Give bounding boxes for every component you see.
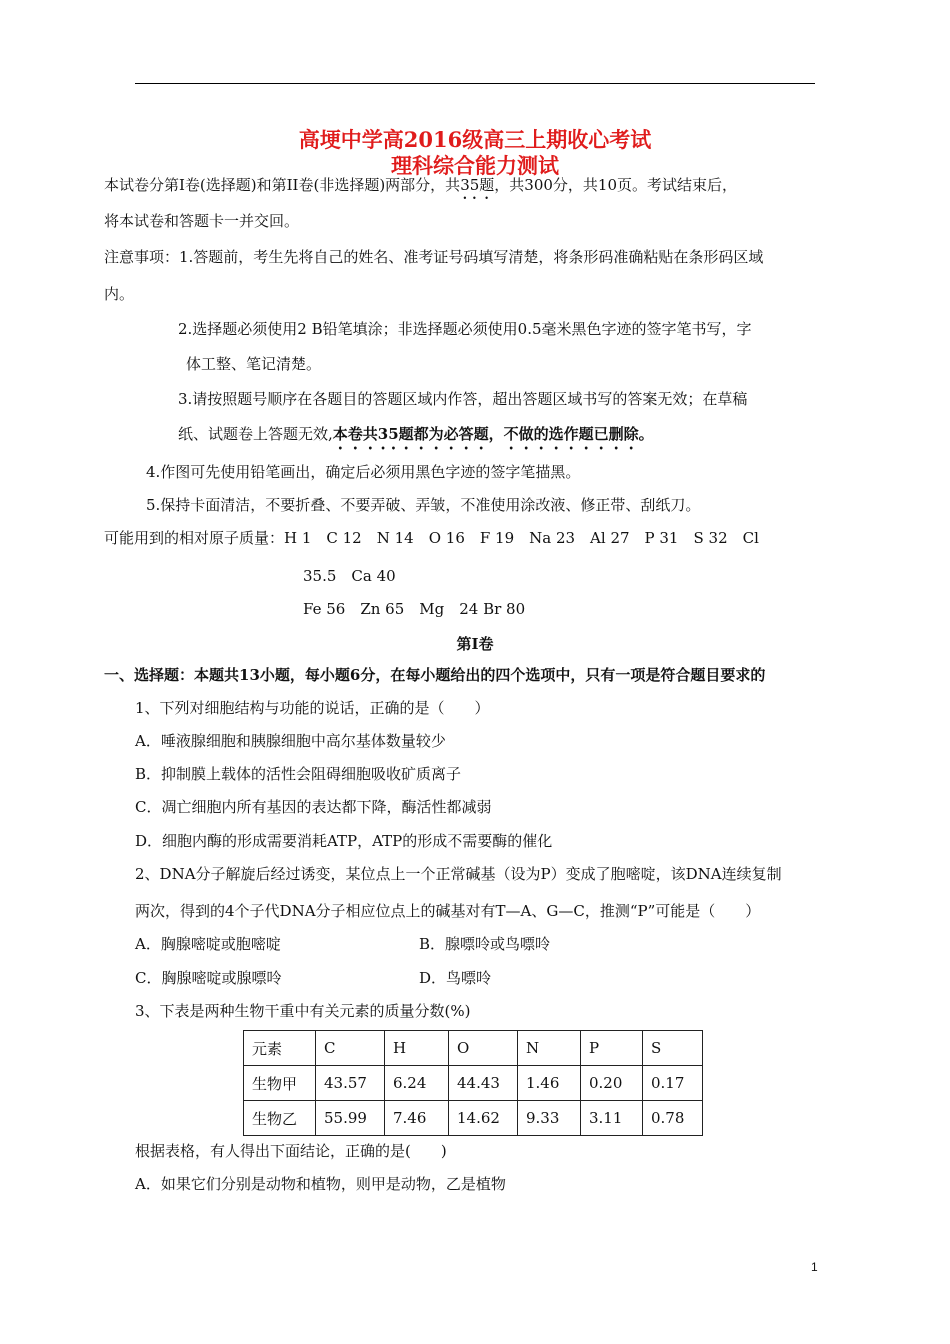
table-cell: 1.46	[518, 1066, 581, 1101]
q2-stem-line-1: 2、DNA分子解旋后经过诱变，某位点上一个正常碱基（设为P）变成了胞嘧啶，该DNA连续复制	[135, 865, 782, 883]
notes-line-5: 5.保持卡面清洁，不要折叠、不要弄破、弄皱，不准使用涂改液、修正带、刮纸刀。	[146, 496, 701, 514]
table-header-cell: N	[518, 1031, 581, 1066]
table-header-cell: H	[385, 1031, 449, 1066]
table-cell: 9.33	[518, 1101, 581, 1136]
table-cell: 生物甲	[244, 1066, 316, 1101]
notes-emphasis: 本卷共35题都为必答题，不做的选作题已删除。	[332, 425, 654, 443]
table-row	[244, 1066, 703, 1101]
exam-title: 高埂中学高2016级高三上期收心考试	[298, 127, 652, 152]
q2-option-b: B．腺嘌呤或鸟嘌呤	[419, 935, 551, 953]
table-header-row	[244, 1031, 703, 1066]
notes-line-3b	[178, 424, 654, 453]
notes-line-2b: 体工整、笔记清楚。	[186, 355, 322, 373]
notes-line-1: 注意事项：1.答题前，考生先将自己的姓名、准考证号码填写清楚，将条形码准确粘贴在条形码区域	[104, 248, 764, 266]
exam-subtitle: 理科综合能力测试	[391, 153, 559, 178]
atomic-mass-line-3: Fe 56 Zn 65 Mg 24 Br 80	[303, 600, 526, 618]
table-cell: 44.43	[449, 1066, 518, 1101]
table-cell: 55.99	[316, 1101, 385, 1136]
q2-stem-line-2: 两次，得到的4个子代DNA分子相应位点上的碱基对有T—A、G—C，推测“P”可能是（ ）	[135, 902, 761, 920]
table-cell: 43.57	[316, 1066, 385, 1101]
table-header-cell: P	[581, 1031, 643, 1066]
q3-after-table: 根据表格，有人得出下面结论，正确的是( )	[135, 1142, 447, 1160]
table-cell: 0.20	[581, 1066, 643, 1101]
table-cell: 0.78	[643, 1101, 703, 1136]
table-header-cell: C	[316, 1031, 385, 1066]
header-rule	[135, 83, 815, 84]
q2-option-d: D．鸟嘌呤	[419, 969, 492, 987]
notes-line-3b-text: 纸、试题卷上答题无效,	[178, 425, 333, 443]
intro-emphasis: 35题	[460, 176, 495, 194]
table-cell: 0.17	[643, 1066, 703, 1101]
intro-line-1	[104, 175, 737, 203]
intro-text-a: 本试卷分第Ⅰ卷(选择题)和第II卷(非选择题)两部分，共	[104, 176, 461, 194]
notes-line-1b: 内。	[104, 285, 135, 303]
q1-option-d: D．细胞内酶的形成需要消耗ATP，ATP的形成不需要酶的催化	[135, 832, 553, 850]
table-row	[244, 1101, 703, 1136]
table-cell: 7.46	[385, 1101, 449, 1136]
part-title: 第Ⅰ卷	[456, 635, 494, 653]
page-number: 1	[811, 1260, 818, 1274]
section-1-title: 一、选择题：本题共13小题，每小题6分，在每小题给出的四个选项中，只有一项是符合题目要求的	[104, 666, 766, 684]
notes-line-2: 2.选择题必须使用2 B铅笔填涂；非选择题必须使用0.5毫米黑色字迹的签字笔书写，字	[178, 320, 752, 338]
notes-line-4: 4.作图可先使用铅笔画出，确定后必须用黑色字迹的签字笔描黑。	[146, 463, 581, 481]
table-header-cell: S	[643, 1031, 703, 1066]
q1-option-b: B．抑制膜上载体的活性会阻碍细胞吸收矿质离子	[135, 765, 462, 783]
atomic-mass-line-2: 35.5 Ca 40	[303, 567, 396, 585]
q3-stem: 3、下表是两种生物干重中有关元素的质量分数(%)	[135, 1002, 471, 1020]
table-cell: 14.62	[449, 1101, 518, 1136]
atomic-mass-line-1: 可能用到的相对原子质量：H 1 C 12 N 14 O 16 F 19 Na 23 Al 27 P 31 S 32 Cl	[104, 529, 759, 547]
table-cell: 6.24	[385, 1066, 449, 1101]
intro-text-c: ，共300分，共10页。考试结束后，	[494, 176, 737, 194]
table-cell: 3.11	[581, 1101, 643, 1136]
q1-option-c: C．凋亡细胞内所有基因的表达都下降，酶活性都减弱	[135, 798, 492, 816]
q3-option-a: A．如果它们分别是动物和植物，则甲是动物，乙是植物	[135, 1175, 506, 1193]
q1-stem: 1、下列对细胞结构与功能的说话，正确的是（ ）	[135, 699, 490, 717]
notes-line-3: 3.请按照题号顺序在各题目的答题区域内作答，超出答题区域书写的答案无效；在草稿	[178, 390, 748, 408]
q1-option-a: A．唾液腺细胞和胰腺细胞中高尔基体数量较少	[135, 732, 446, 750]
intro-line-2: 将本试卷和答题卡一并交回。	[104, 212, 300, 230]
table-cell: 生物乙	[244, 1101, 316, 1136]
table-header-cell: 元素	[244, 1031, 316, 1066]
element-mass-table	[243, 1030, 703, 1136]
table-header-cell: O	[449, 1031, 518, 1066]
q2-option-c: C．胸腺嘧啶或腺嘌呤	[135, 969, 282, 987]
q2-option-a: A．胸腺嘧啶或胞嘧啶	[135, 935, 281, 953]
